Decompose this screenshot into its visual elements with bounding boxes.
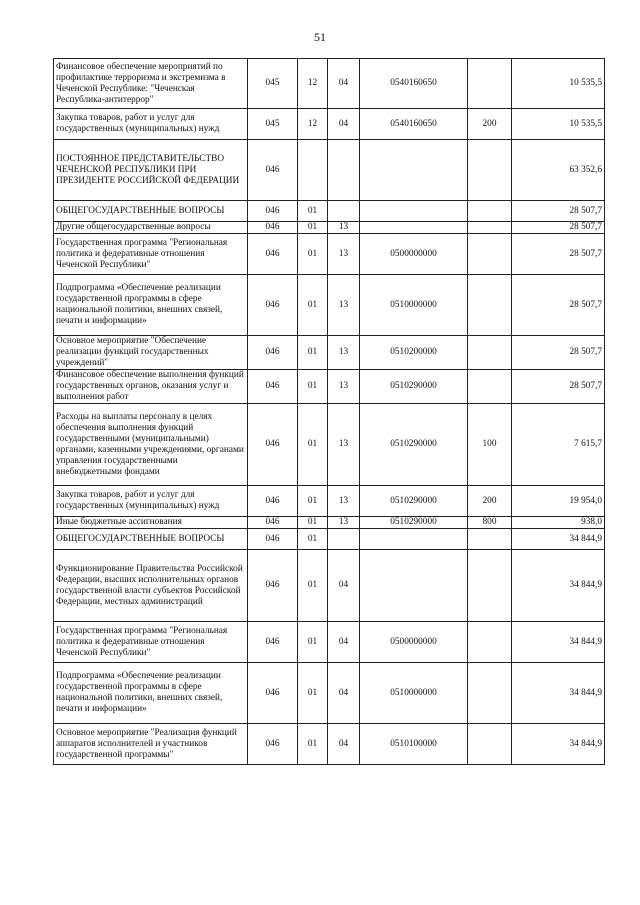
ministry-code: 046 [248,275,298,336]
ministry-code: 046 [248,663,298,724]
amount: 34 844,9 [512,622,605,663]
subsection-code [328,529,360,550]
subsection-code: 13 [328,486,360,517]
amount: 938,0 [512,517,605,529]
amount: 28 507,7 [512,336,605,370]
row-name: Основное мероприятие "Реализация функций аппаратов исполнителей и участников государственной программы" [54,724,248,765]
ministry-code: 046 [248,404,298,486]
ministry-code: 046 [248,724,298,765]
ministry-code: 046 [248,517,298,529]
table-row [54,201,605,222]
budget-table [53,58,605,765]
expense-type-code [468,336,512,370]
subsection-code: 04 [328,622,360,663]
subsection-code: 13 [328,404,360,486]
target-item-code [360,529,468,550]
amount: 34 844,9 [512,663,605,724]
section-code: 01 [298,222,328,234]
row-name: Закупка товаров, работ и услуг для государственных (муниципальных) нужд [54,109,248,140]
row-name: Функционирование Правительства Российской Федерации, высших исполнительных органов государственной власти субъектов Российской Федерации, местных администраций [54,550,248,622]
row-name: Закупка товаров, работ и услуг для государственных (муниципальных) нужд [54,486,248,517]
table-row [54,486,605,517]
row-name: Иные бюджетные ассигнования [54,517,248,529]
table-row [54,222,605,234]
target-item-code: 0510290000 [360,517,468,529]
table-row [54,336,605,370]
subsection-code: 13 [328,222,360,234]
table-row [54,517,605,529]
section-code: 01 [298,370,328,404]
row-name: Основное мероприятие "Обеспечение реализации функций государственных учреждений" [54,336,248,370]
row-name: ПОСТОЯННОЕ ПРЕДСТАВИТЕЛЬСТВО ЧЕЧЕНСКОЙ РЕСПУБЛИКИ ПРИ ПРЕЗИДЕНТЕ РОССИЙСКОЙ ФЕДЕРАЦИИ [54,140,248,201]
expense-type-code [468,201,512,222]
section-code: 01 [298,517,328,529]
section-code: 01 [298,486,328,517]
subsection-code: 04 [328,59,360,109]
target-item-code: 0500000000 [360,622,468,663]
target-item-code: 0510200000 [360,336,468,370]
row-name: ОБЩЕГОСУДАРСТВЕННЫЕ ВОПРОСЫ [54,201,248,222]
section-code: 12 [298,109,328,140]
target-item-code: 0510290000 [360,370,468,404]
target-item-code [360,222,468,234]
table-row [54,550,605,622]
expense-type-code [468,663,512,724]
expense-type-code: 200 [468,109,512,140]
subsection-code: 13 [328,275,360,336]
target-item-code [360,550,468,622]
amount: 34 844,9 [512,724,605,765]
amount: 28 507,7 [512,275,605,336]
ministry-code: 046 [248,486,298,517]
ministry-code: 046 [248,550,298,622]
subsection-code: 13 [328,370,360,404]
section-code: 01 [298,550,328,622]
amount: 19 954,0 [512,486,605,517]
amount: 28 507,7 [512,370,605,404]
target-item-code: 0510000000 [360,663,468,724]
target-item-code: 0510290000 [360,486,468,517]
expense-type-code: 100 [468,404,512,486]
expense-type-code [468,234,512,275]
table-row [54,724,605,765]
subsection-code [328,201,360,222]
target-item-code: 0540160650 [360,59,468,109]
ministry-code: 046 [248,201,298,222]
row-name: Финансовое обеспечение выполнения функций государственных органов, оказания услуг и выполнения работ [54,370,248,404]
subsection-code: 13 [328,517,360,529]
table-row [54,370,605,404]
row-name: Государственная программа "Региональная политика и федеративные отношения Чеченской Республики" [54,234,248,275]
section-code: 12 [298,59,328,109]
row-name: Подпрограмма «Обеспечение реализации государственной программы в сфере национальной политики, внешних связей, печати и информации» [54,663,248,724]
ministry-code: 046 [248,234,298,275]
section-code: 01 [298,622,328,663]
expense-type-code [468,622,512,663]
target-item-code: 0500000000 [360,234,468,275]
amount: 28 507,7 [512,201,605,222]
row-name: Государственная программа "Региональная политика и федеративные отношения Чеченской Республики" [54,622,248,663]
expense-type-code [468,550,512,622]
expense-type-code [468,724,512,765]
section-code [298,140,328,201]
amount: 7 615,7 [512,404,605,486]
subsection-code: 04 [328,724,360,765]
target-item-code: 0510290000 [360,404,468,486]
row-name: Расходы на выплаты персоналу в целях обеспечения выполнения функций государственными (муниципальными) органами, казенными учреждениями, органами управления государственными внебюджетными фондами [54,404,248,486]
subsection-code: 13 [328,234,360,275]
amount: 28 507,7 [512,222,605,234]
amount: 28 507,7 [512,234,605,275]
section-code: 01 [298,201,328,222]
table-row [54,404,605,486]
expense-type-code: 800 [468,517,512,529]
ministry-code: 046 [248,222,298,234]
section-code: 01 [298,234,328,275]
expense-type-code [468,59,512,109]
amount: 34 844,9 [512,529,605,550]
table-row [54,59,605,109]
row-name: Другие общегосударственные вопросы [54,222,248,234]
ministry-code: 046 [248,529,298,550]
ministry-code: 045 [248,109,298,140]
section-code: 01 [298,404,328,486]
target-item-code: 0510100000 [360,724,468,765]
expense-type-code [468,222,512,234]
section-code: 01 [298,724,328,765]
subsection-code: 04 [328,109,360,140]
ministry-code: 046 [248,140,298,201]
table-row [54,234,605,275]
ministry-code: 046 [248,622,298,663]
section-code: 01 [298,275,328,336]
table-row [54,275,605,336]
expense-type-code [468,140,512,201]
target-item-code: 0540160650 [360,109,468,140]
amount: 10 535,5 [512,59,605,109]
target-item-code: 0510000000 [360,275,468,336]
expense-type-code [468,529,512,550]
table-row [54,140,605,201]
expense-type-code: 200 [468,486,512,517]
table-row [54,109,605,140]
section-code: 01 [298,663,328,724]
ministry-code: 046 [248,370,298,404]
table-row [54,529,605,550]
expense-type-code [468,370,512,404]
row-name: Финансовое обеспечение мероприятий по профилактике терроризма и экстремизма в Чеченской Республике: "Чеченская Республика-антитеррор" [54,59,248,109]
ministry-code: 046 [248,336,298,370]
amount: 63 352,6 [512,140,605,201]
subsection-code: 04 [328,663,360,724]
ministry-code: 045 [248,59,298,109]
subsection-code: 04 [328,550,360,622]
target-item-code [360,201,468,222]
section-code: 01 [298,336,328,370]
section-code: 01 [298,529,328,550]
row-name: Подпрограмма «Обеспечение реализации государственной программы в сфере национальной политики, внешних связей, печати и информации» [54,275,248,336]
amount: 10 535,5 [512,109,605,140]
page-number: 51 [314,30,326,44]
target-item-code [360,140,468,201]
row-name: ОБЩЕГОСУДАРСТВЕННЫЕ ВОПРОСЫ [54,529,248,550]
expense-type-code [468,275,512,336]
table-row [54,663,605,724]
subsection-code [328,140,360,201]
subsection-code: 13 [328,336,360,370]
amount: 34 844,9 [512,550,605,622]
table-row [54,622,605,663]
